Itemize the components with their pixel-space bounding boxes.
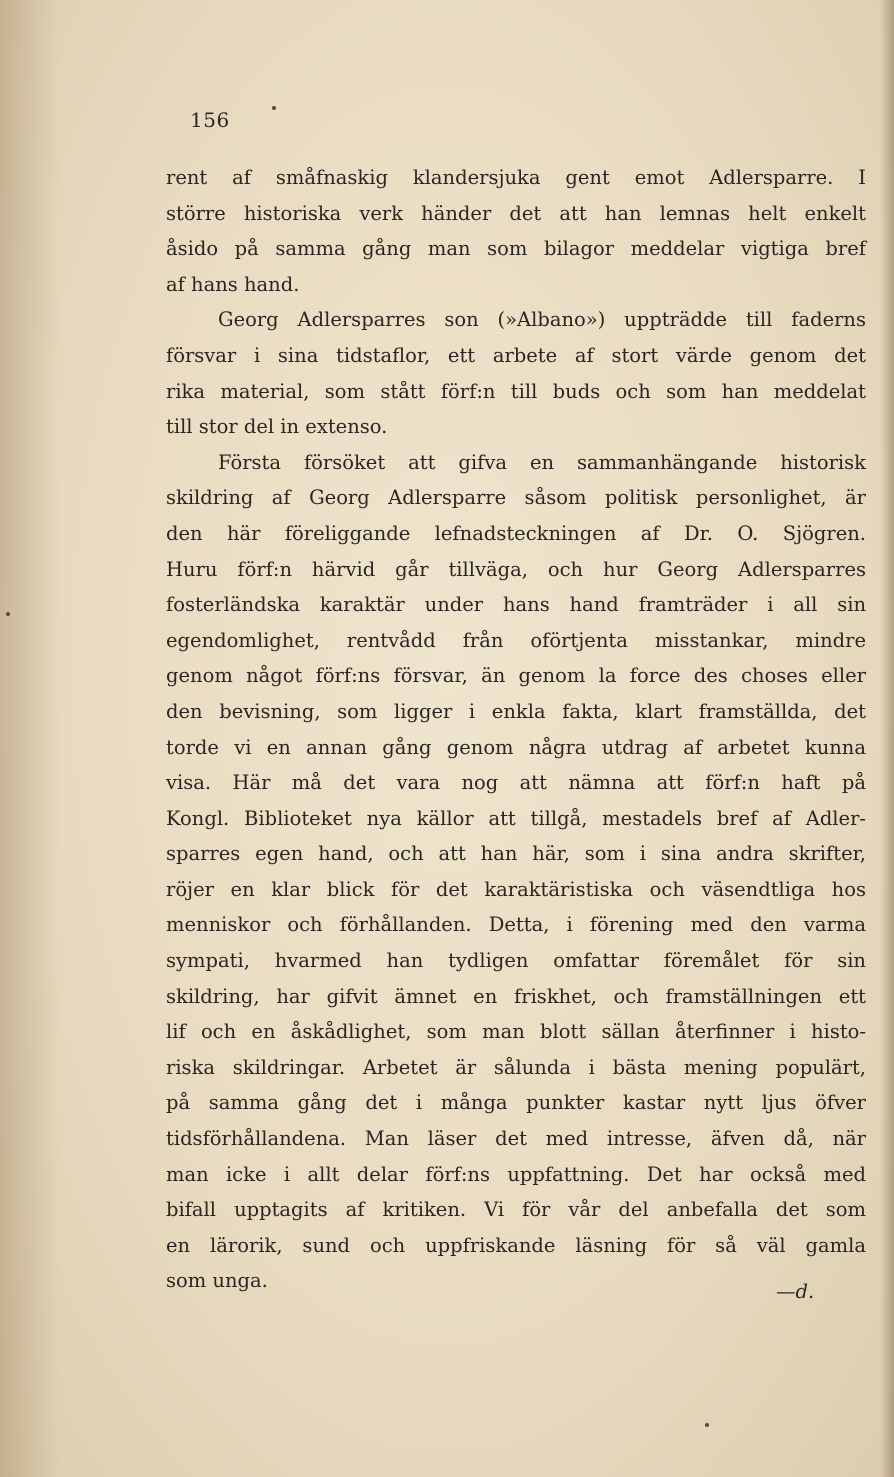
text-line: rent af småfnaskig klandersjuka gent emot Adlersparre. I — [166, 166, 866, 189]
page-shadow-left — [0, 0, 60, 1477]
text-line: lif och en åskådlighet, som man blott sällan återfinner i histo- — [166, 1020, 866, 1044]
text-line: röjer en klar blick för det karaktäristiska och väsendtliga hos — [166, 877, 866, 901]
text-line: Georg Adlersparres son (»Albano») uppträdde till faderns — [218, 308, 866, 332]
page-number: 156 — [190, 108, 230, 132]
text-line: sparres egen hand, och att han här, som i sina andra skrifter, — [166, 842, 866, 866]
text-line: Första försöket att gifva en sammanhängande historisk — [218, 450, 866, 474]
text-line: större historiska verk händer det att han lemnas helt enkelt — [166, 201, 866, 225]
text-line: till stor del in extenso. — [166, 415, 388, 439]
text-line: menniskor och förhållanden. Detta, i förening med den varma — [166, 913, 866, 937]
text-line: Huru förf:n härvid går tillväga, och hur Georg Adlersparres — [166, 557, 866, 581]
text-line: sympati, hvarmed han tydligen omfattar föremålet för sin — [166, 949, 866, 973]
text-line: försvar i sina tidstaflor, ett arbete af stort värde genom det — [166, 343, 866, 367]
text-line: den här föreliggande lefnadsteckningen af Dr. O. Sjögren. — [166, 521, 866, 545]
body-text — [166, 160, 866, 1299]
text-line: skildring, har gifvit ämnet en friskhet, och framställningen ett — [166, 984, 866, 1008]
text-line: genom något förf:ns försvar, än genom la force des choses eller — [166, 664, 866, 688]
print-speck — [705, 1423, 709, 1427]
text-line: den bevisning, som ligger i enkla fakta, klart framställda, det — [166, 699, 866, 723]
text-line: rika material, som stått förf:n till buds och som han meddelat — [166, 379, 866, 403]
signature: —d. — [776, 1280, 815, 1303]
text-line: som unga. — [166, 1269, 268, 1293]
text-line: bifall upptagits af kritiken. Vi för vår del anbefalla det som — [166, 1198, 866, 1222]
text-line: Kongl. Biblioteket nya källor att tillgå, mestadels bref af Adler- — [166, 806, 866, 830]
text-line: riska skildringar. Arbetet är sålunda i bästa mening populärt, — [166, 1055, 866, 1079]
text-line: af hans hand. — [166, 272, 300, 296]
text-line: skildring af Georg Adlersparre såsom politisk personlighet, är — [166, 486, 866, 510]
text-line: på samma gång det i många punkter kastar nytt ljus öfver — [166, 1091, 866, 1115]
text-line: visa. Här må det vara nog att nämna att förf:n haft på — [166, 771, 866, 795]
text-line: en lärorik, sund och uppfriskande läsning för så väl gamla — [166, 1233, 866, 1257]
print-speck — [272, 106, 276, 110]
text-line: åsido på samma gång man som bilagor meddelar vigtiga bref — [166, 237, 866, 261]
text-line: egendomlighet, rentvådd från oförtjenta misstankar, mindre — [166, 628, 866, 652]
text-line: tidsförhållandena. Man läser det med intresse, äfven då, när — [166, 1127, 866, 1151]
page-shadow-right — [880, 0, 894, 1477]
text-line: man icke i allt delar förf:ns uppfattning. Det har också med — [166, 1162, 866, 1186]
print-speck — [6, 612, 10, 616]
text-line: torde vi en annan gång genom några utdrag af arbetet kunna — [166, 735, 866, 759]
text-line: fosterländska karaktär under hans hand framträder i all sin — [166, 593, 866, 617]
